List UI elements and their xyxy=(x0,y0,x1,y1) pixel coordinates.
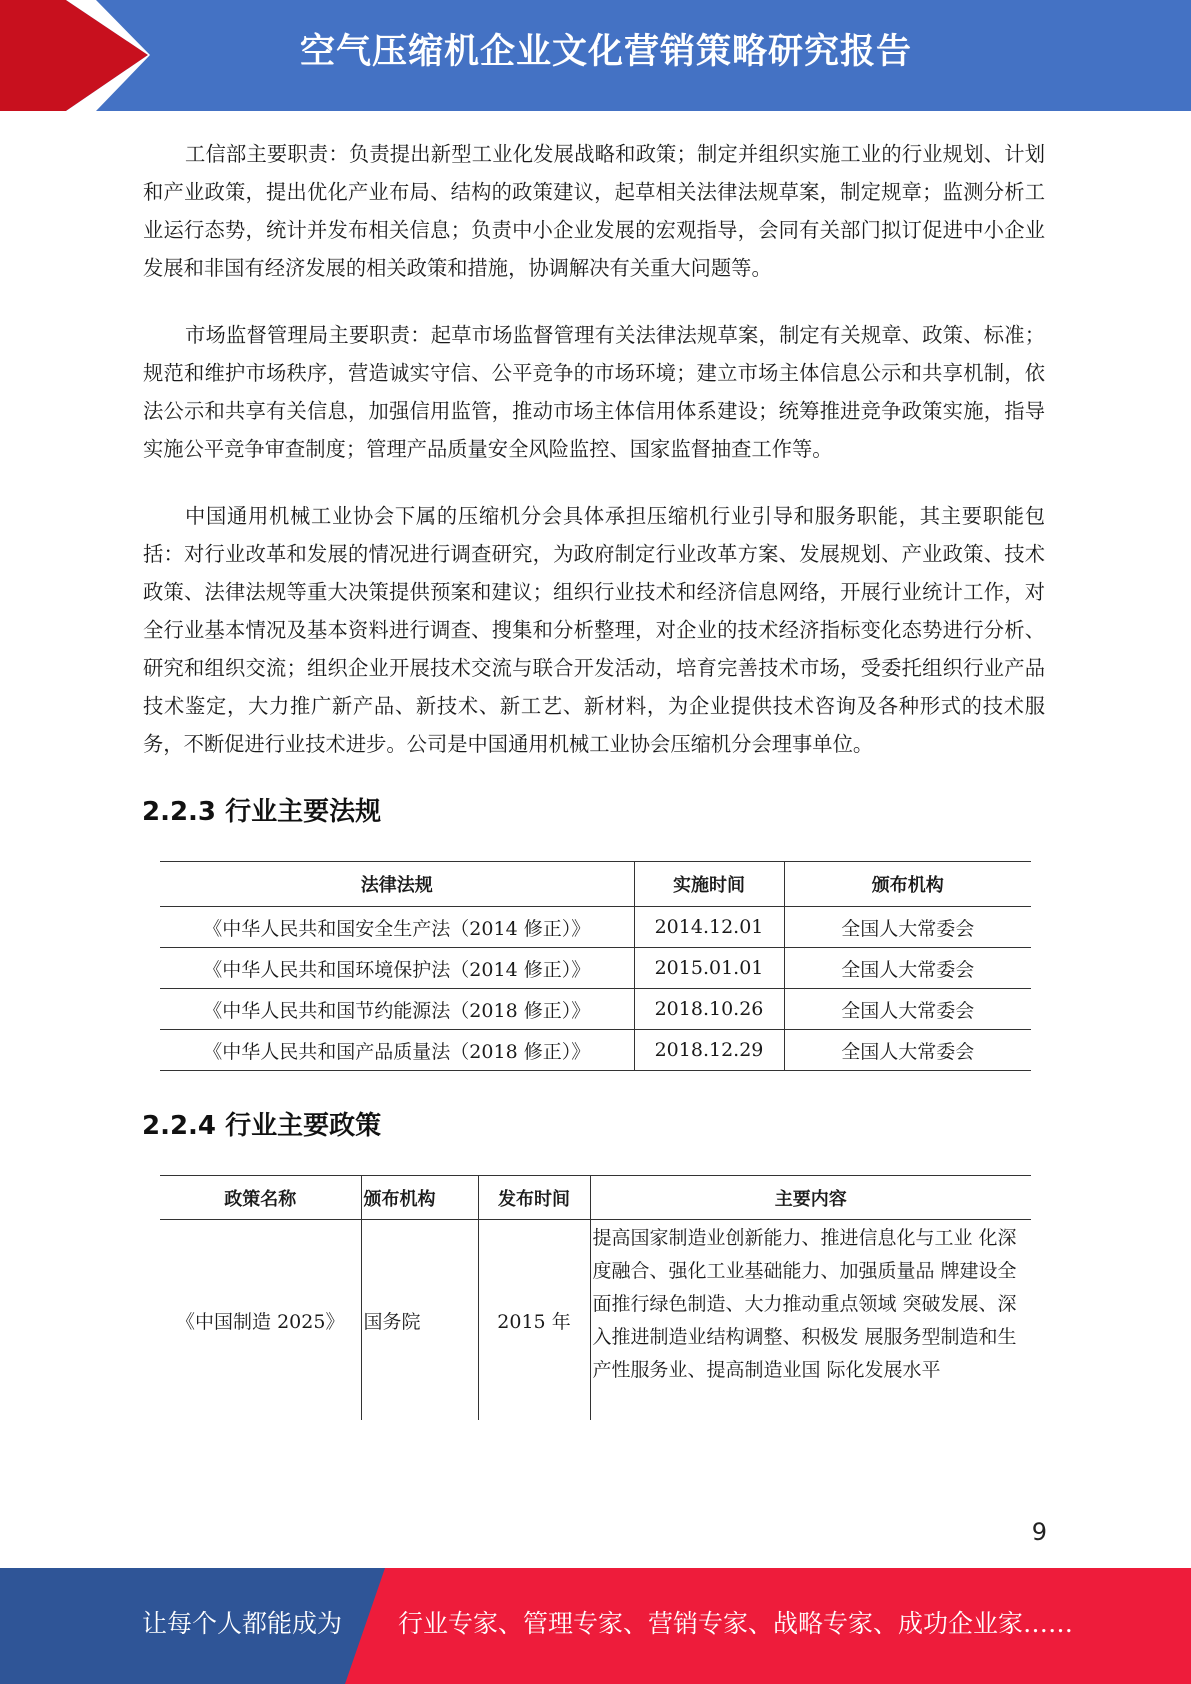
policy-name: 《中国制造 2025》 xyxy=(176,1310,345,1333)
report-title: 空气压缩机企业文化营销策略研究报告 xyxy=(300,32,913,72)
publish-date: 2015 年 xyxy=(478,1220,590,1421)
effective-date: 2014.12.01 xyxy=(634,907,784,948)
footer-slogan-left: 让每个人都能成为 xyxy=(142,1609,343,1638)
column-header: 实施时间 xyxy=(634,862,784,907)
laws-table xyxy=(160,861,1031,1071)
table-row xyxy=(160,989,1031,1030)
column-header: 发布时间 xyxy=(478,1176,590,1220)
effective-date: 2015.01.01 xyxy=(634,948,784,989)
section-heading-laws: 2.2.3 行业主要法规 xyxy=(142,797,382,827)
column-header: 法律法规 xyxy=(160,862,634,907)
column-header: 政策名称 xyxy=(160,1176,361,1220)
table-row xyxy=(160,907,1031,948)
issuing-body: 全国人大常委会 xyxy=(784,1030,1031,1071)
footer-slogan-right: 行业专家、管理专家、营销专家、战略专家、成功企业家…… xyxy=(398,1609,1074,1638)
effective-date: 2018.10.26 xyxy=(634,989,784,1030)
law-name: 《中华人民共和国节约能源法（2018 修正）》 xyxy=(160,989,634,1030)
paragraph-market-regulation: 市场监督管理局主要职责：起草市场监督管理有关法律法规草案，制定有关规章、政策、标准；规范和维护市场秩序，营造诚实守信、公平竞争的市场环境；建立市场主体信息公示和共享机制，依法公示和共享有关信息，加强信用监管，推动市场主体信用体系建设；统筹推进竞争政策实施，指导实施公平竞争审查制度；管理产品质量安全风险监控、国家监督抽查工作等。 xyxy=(143,323,1045,461)
page-header xyxy=(0,0,1191,111)
table-row xyxy=(160,1030,1031,1071)
body-text xyxy=(143,135,1045,792)
law-name: 《中华人民共和国安全生产法（2014 修正）》 xyxy=(160,907,634,948)
paragraph-miit: 工信部主要职责：负责提出新型工业化发展战略和政策；制定并组织实施工业的行业规划、计划和产业政策，提出优化产业布局、结构的政策建议，起草相关法律法规草案，制定规章；监测分析工业运行态势，统计并发布相关信息；负责中小企业发展的宏观指导，会同有关部门拟订促进中小企业发展和非国有经济发展的相关政策和措施，协调解决有关重大问题等。 xyxy=(143,142,1045,280)
page-footer xyxy=(0,1568,1191,1684)
policy-table xyxy=(160,1175,1031,1420)
issuing-body: 全国人大常委会 xyxy=(784,948,1031,989)
column-header: 颁布机构 xyxy=(361,1176,478,1220)
table-header-row xyxy=(160,1176,1031,1220)
issuing-body: 全国人大常委会 xyxy=(784,989,1031,1030)
law-name: 《中华人民共和国产品质量法（2018 修正）》 xyxy=(160,1030,634,1071)
paragraph-compressor-association: 中国通用机械工业协会下属的压缩机分会具体承担压缩机行业引导和服务职能，其主要职能包括：对行业改革和发展的情况进行调查研究，为政府制定行业改革方案、发展规划、产业政策、技术政策、法律法规等重大决策提供预案和建议；组织行业技术和经济信息网络，开展行业统计工作，对全行业基本情况及基本资料进行调查、搜集和分析整理，对企业的技术经济指标变化态势进行分析、研究和组织交流；组织企业开展技术交流与联合开发活动，培育完善技术市场，受委托组织行业产品技术鉴定，大力推广新产品、新技术、新工艺、新材料，为企业提供技术咨询及各种形式的技术服务，不断促进行业技术进步。公司是中国通用机械工业协会压缩机分会理事单位。 xyxy=(143,504,1045,756)
table-row xyxy=(160,948,1031,989)
law-name: 《中华人民共和国环境保护法（2014 修正）》 xyxy=(160,948,634,989)
issuing-body: 全国人大常委会 xyxy=(784,907,1031,948)
table-header-row xyxy=(160,862,1031,907)
policy-content: 提高国家制造业创新能力、推进信息化与工业 化深度融合、强化工业基础能力、加强质量品 牌建设全面推行绿色制造、大力推动重点领域 突破发展、深入推进制造业结构调整、积极发 展服务型制造和生产性服务业、提高制造业国 际化发展水平 xyxy=(590,1220,1031,1421)
effective-date: 2018.12.29 xyxy=(634,1030,784,1071)
issuing-body: 国务院 xyxy=(361,1220,478,1421)
column-header: 主要内容 xyxy=(590,1176,1031,1220)
column-header: 颁布机构 xyxy=(784,862,1031,907)
table-row xyxy=(160,1220,1031,1421)
page-number: 9 xyxy=(1031,1518,1047,1546)
section-heading-policy: 2.2.4 行业主要政策 xyxy=(142,1111,382,1141)
